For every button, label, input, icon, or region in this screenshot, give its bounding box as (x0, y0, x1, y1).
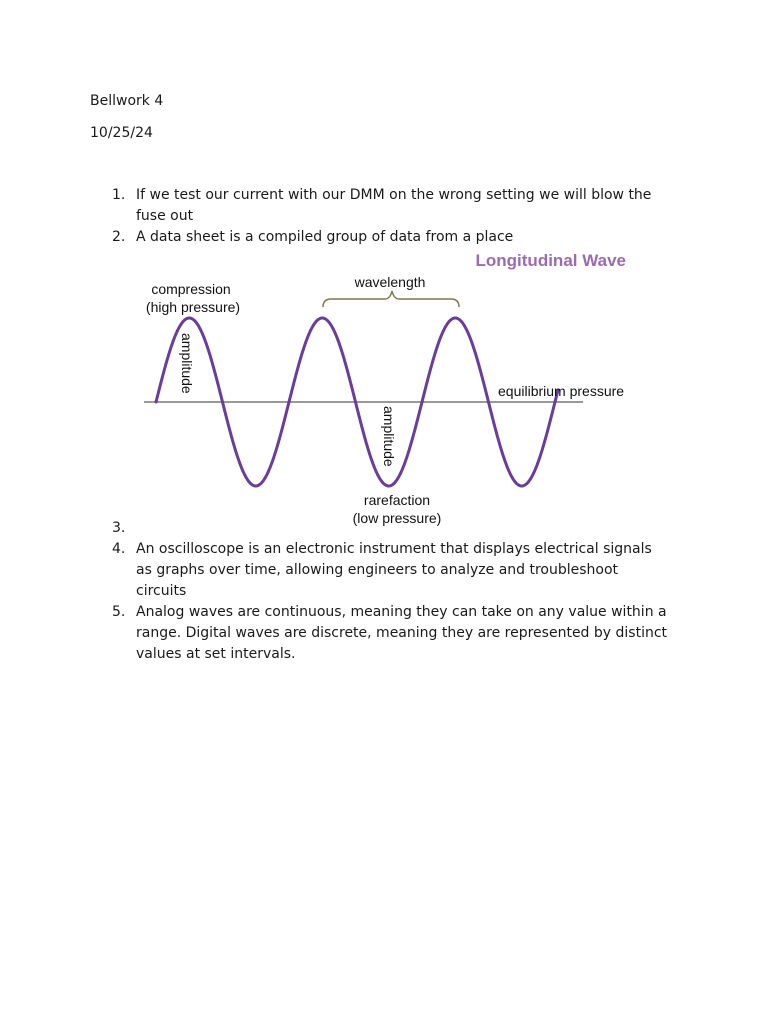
list-number: 5. (112, 604, 126, 620)
list-text: A data sheet is a compiled group of data from a place (136, 229, 514, 245)
list-item (112, 602, 672, 665)
list-text: An oscilloscope is an electronic instrument that displays electrical signals as graphs over time, allowing engineers to analyze and troubleshoot circuits (136, 541, 652, 599)
wavelength-label: wavelength (354, 274, 426, 290)
page-title: Bellwork 4 (90, 93, 164, 109)
compression-sub-label: (high pressure) (145, 299, 241, 315)
list-text: If we test our current with our DMM on the wrong setting we will blow the fuse out (136, 187, 652, 224)
rarefaction-label: rarefaction (363, 492, 431, 508)
rarefaction-sub-label: (low pressure) (352, 510, 442, 526)
longitudinal-wave-figure (130, 245, 650, 530)
list-text: Analog waves are continuous, meaning they can take on any value within a range. Digital waves are discrete, meaning they are represented by distinct values at set intervals. (136, 604, 668, 662)
amplitude-label-center: amplitude (381, 406, 397, 467)
list-number: 3. (112, 520, 126, 536)
amplitude-label-left: amplitude (179, 333, 195, 394)
list-item (112, 539, 672, 602)
page-date: 10/25/24 (90, 125, 153, 141)
list-number: 2. (112, 229, 126, 245)
list-item (112, 185, 672, 227)
compression-label: compression (151, 281, 231, 297)
figure-title: Longitudinal Wave (475, 251, 626, 270)
list-number: 4. (112, 541, 126, 557)
equilibrium-label: equilibrium pressure (498, 383, 625, 399)
wavelength-brace (323, 291, 459, 307)
list-number: 1. (112, 187, 126, 203)
